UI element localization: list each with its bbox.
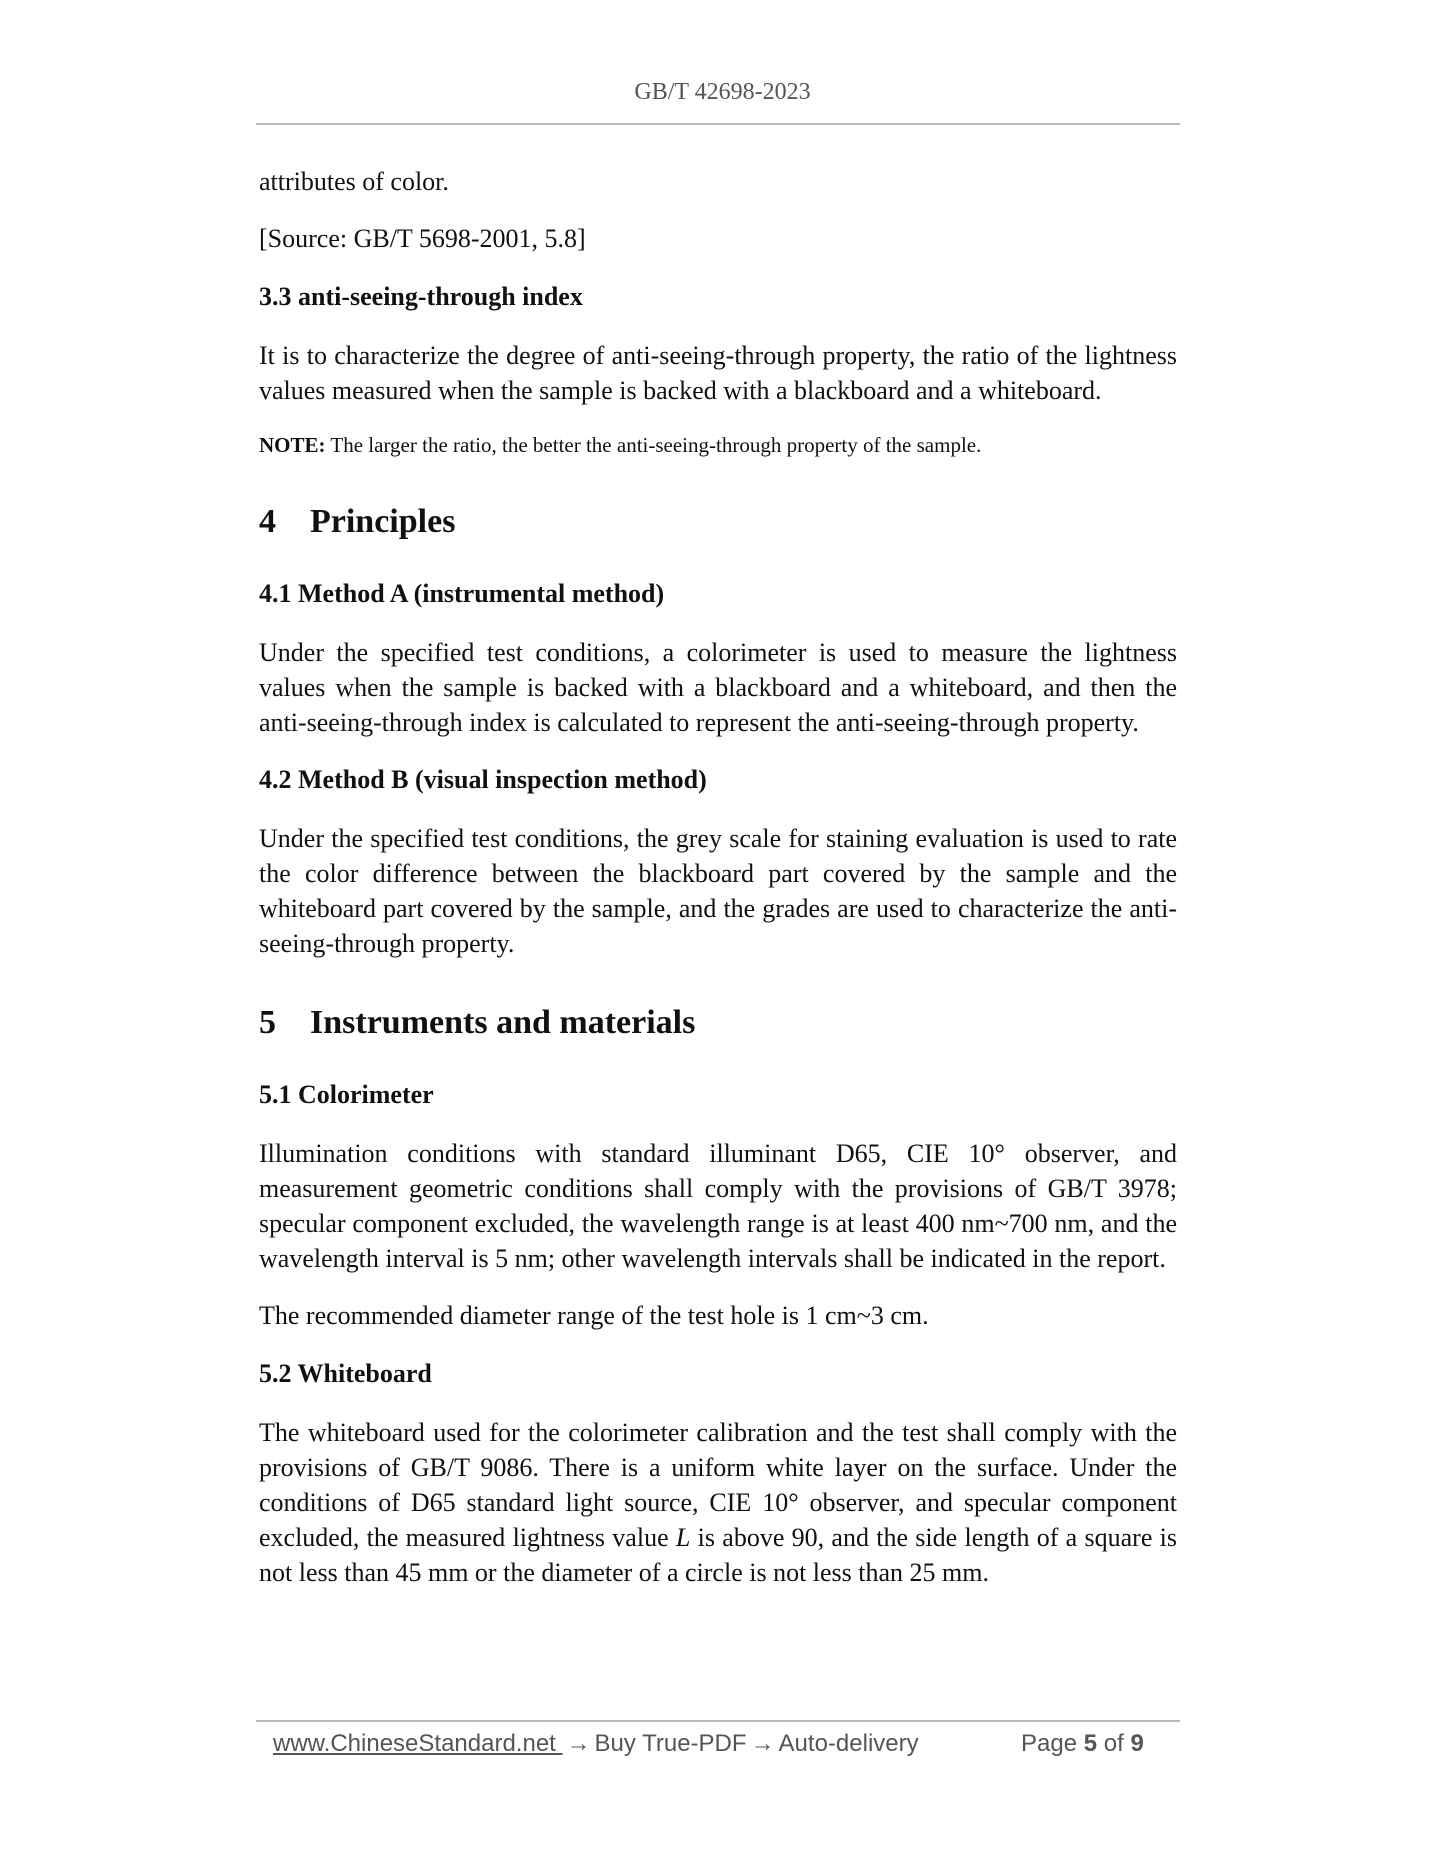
method-b-text: Under the specified test conditions, the grey scale for staining evaluation is used to rate the color difference between the blackboard part covered by the sample and the whiteboard part covered by the sample, and the grades are used to characterize the anti-seeing-through property.: [259, 824, 1177, 958]
clause-heading-4: [259, 500, 1177, 544]
buy-true-pdf-link[interactable]: Buy True-PDF: [594, 1730, 747, 1757]
arrow-right-icon: →: [750, 1730, 775, 1757]
method-a-text: Under the specified test conditions, a colorimeter is used to measure the lightness values when the sample is backed with a blackboard and a whiteboard, and then the anti-seeing-through index is calculated to represent the anti-seeing-through property.: [259, 638, 1177, 737]
subsection-heading-5-2: 5.2 Whiteboard: [259, 1359, 432, 1388]
document-body: [259, 164, 1177, 1613]
arrow-right-icon: →: [566, 1730, 591, 1757]
subsection-heading-4-1: 4.1 Method A (instrumental method): [259, 579, 665, 608]
document-code-header: GB/T 42698-2023: [634, 79, 811, 105]
source-citation: [Source: GB/T 5698-2001, 5.8]: [259, 224, 586, 253]
site-link[interactable]: www.ChineseStandard.net: [273, 1730, 563, 1757]
page-current: 5: [1083, 1730, 1098, 1757]
clause-number: 4: [259, 503, 276, 540]
page-footer: [0, 1730, 1445, 1770]
subsection-heading-5-1: 5.1 Colorimeter: [259, 1080, 434, 1109]
note-text: The larger the ratio, the better the anti-seeing-through property of the sample.: [325, 433, 982, 457]
note-label: NOTE:: [259, 433, 326, 457]
clause-title: Instruments and materials: [310, 1004, 696, 1041]
clause-number: 5: [259, 1004, 276, 1041]
subsection-heading-3-3: 3.3 anti-seeing-through index: [259, 282, 583, 311]
test-hole-text: The recommended diameter range of the test hole is 1 cm~3 cm.: [259, 1301, 929, 1330]
auto-delivery-text: Auto-delivery: [778, 1730, 919, 1757]
continued-definition-text: attributes of color.: [259, 167, 449, 196]
footer-links: [273, 1730, 919, 1758]
page-total: 9: [1130, 1730, 1144, 1757]
whiteboard-text: [259, 1415, 1177, 1590]
subsection-heading-4-2: 4.2 Method B (visual inspection method): [259, 765, 707, 794]
note-paragraph: [259, 430, 1177, 460]
page-label: Page: [1021, 1730, 1078, 1757]
whiteboard-text-part-b: is above 90, and the side length of a square is not less than 45 mm or the diameter of a circle is not less than 25 mm.: [259, 1523, 1177, 1587]
lightness-symbol: L: [675, 1523, 691, 1552]
footer-divider: [256, 1720, 1180, 1722]
colorimeter-text: Illumination conditions with standard illuminant D65, CIE 10° observer, and measurement geometric conditions shall comply with the provisions of GB/T 3978; specular component excluded, the wavelength range is at least 400 nm~700 nm, and the wavelength interval is 5 nm; other wavelength intervals shall be indicated in the report.: [259, 1139, 1177, 1273]
page-indicator: [1021, 1730, 1144, 1758]
page-of-label: of: [1103, 1730, 1124, 1757]
whiteboard-text-part-a: The whiteboard used for the colorimeter calibration and the test shall comply with the provisions of GB/T 9086. There is a uniform white layer on the surface. Under the conditions of D65 standard light source, CIE 10° observer, and specular component excluded, the measured lightness value: [259, 1418, 1177, 1552]
clause-heading-5: [259, 1001, 1177, 1045]
definition-text-3-3: It is to characterize the degree of anti-seeing-through property, the ratio of the lightness values measured when the sample is backed with a blackboard and a whiteboard.: [259, 341, 1177, 405]
clause-title: Principles: [310, 503, 456, 540]
header-divider: [256, 123, 1180, 125]
